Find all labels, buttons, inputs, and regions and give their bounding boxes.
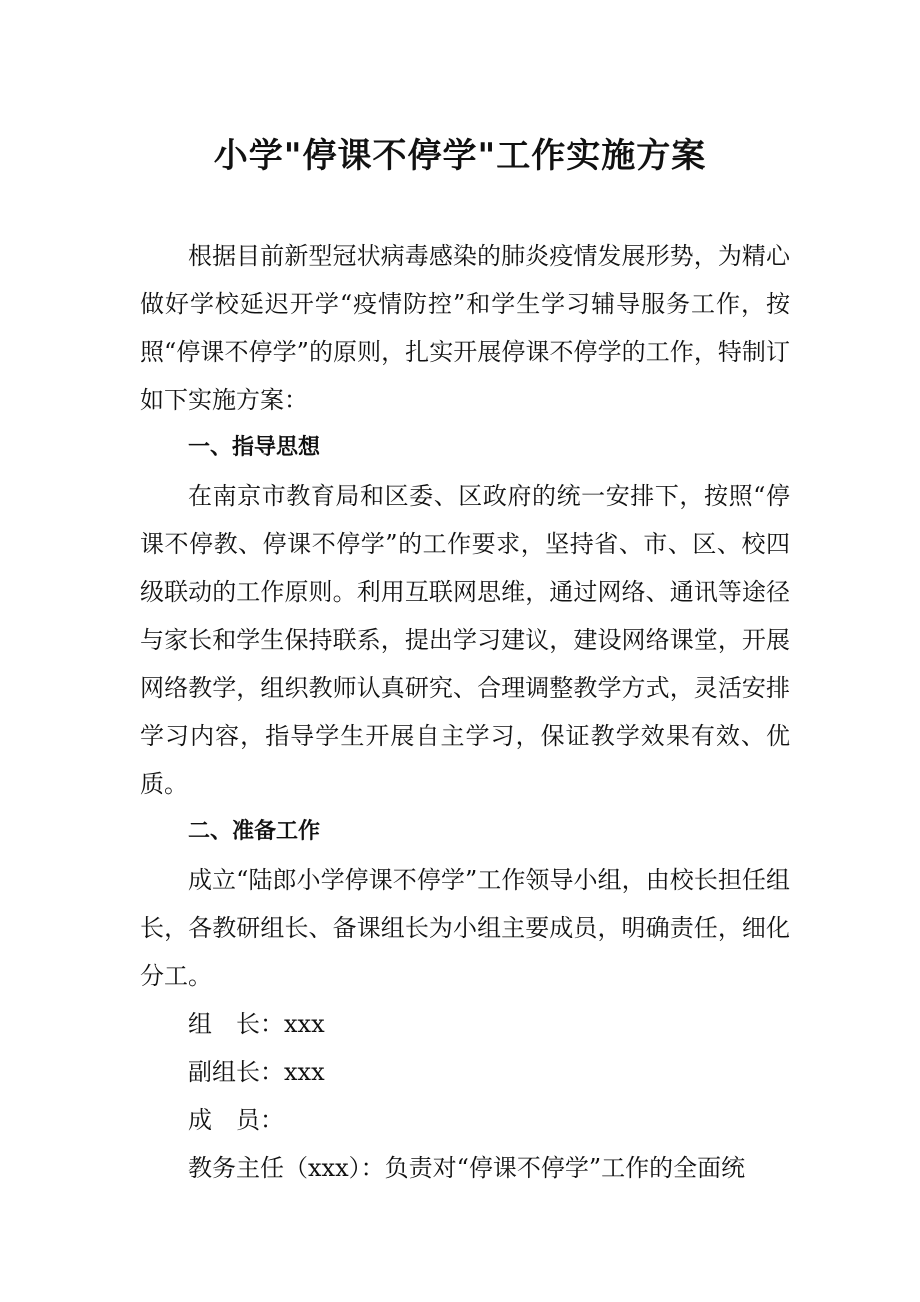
preparation-paragraph: 成立“陆郎小学停课不停学”工作领导小组，由校长担任组长，各教研组长、备课组长为小组主要成员，明确责任，细化分工。 xyxy=(140,866,790,990)
academic-director-duty-line: 教务主任（xxx）：负责对“停课不停学”工作的全面统 xyxy=(188,1154,746,1182)
deputy-leader-line: 副组长：xxx xyxy=(188,1058,325,1086)
intro-paragraph: 根据目前新型冠状病毒感染的肺炎疫情发展形势，为精心做好学校延迟开学“疫情防控”和学生学习辅导服务工作，按照“停课不停学”的原则，扎实开展停课不停学的工作，特制订如下实施方案： xyxy=(140,242,790,414)
members-line: 成 员： xyxy=(188,1106,284,1134)
section-heading-preparation: 二、准备工作 xyxy=(188,819,321,844)
document-body xyxy=(140,232,790,1192)
section-heading-guiding-ideology: 一、指导思想 xyxy=(188,435,321,460)
document-title: 小学"停课不停学"工作实施方案 xyxy=(213,136,707,176)
group-leader-line: 组 长：xxx xyxy=(188,1010,325,1038)
guiding-ideology-paragraph: 在南京市教育局和区委、区政府的统一安排下，按照“停课不停教、停课不停学”的工作要求，坚持省、市、区、校四级联动的工作原则。利用互联网思维，通过网络、通讯等途径与家长和学生保持联系，提出学习建议，建设网络课堂，开展网络教学，组织教师认真研究、合理调整教学方式，灵活安排学习内容，指导学生开展自主学习，保证教学效果有效、优质。 xyxy=(140,482,790,798)
